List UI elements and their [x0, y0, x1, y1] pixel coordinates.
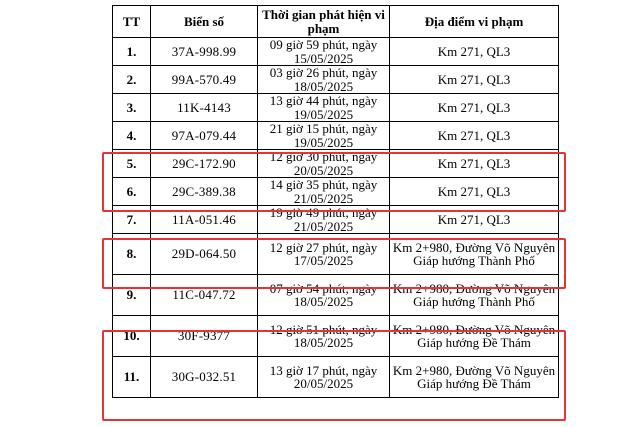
- violation-time: 12 giờ 51 phút, ngày 18/05/2025: [258, 316, 390, 357]
- violation-time: 13 giờ 17 phút, ngày 20/05/2025: [258, 357, 390, 398]
- license-plate: 37A-998.99: [151, 38, 258, 66]
- header-tt: TT: [113, 6, 151, 38]
- license-plate: 30G-032.51: [151, 357, 258, 398]
- violation-location: Km 271, QL3: [390, 122, 559, 150]
- row-number: 3.: [113, 94, 151, 122]
- header-location: Địa điểm vi phạm: [390, 6, 559, 38]
- license-plate: 29C-172.90: [151, 150, 258, 178]
- row-number: 7.: [113, 206, 151, 234]
- highlight-box-rows-5-6: [102, 152, 566, 212]
- highlight-box-row-8: [102, 238, 566, 289]
- header-plate: Biển số: [151, 6, 258, 38]
- license-plate: 97A-079.44: [151, 122, 258, 150]
- violation-location: Km 271, QL3: [390, 94, 559, 122]
- license-plate: 11A-051.46: [151, 206, 258, 234]
- violation-location: Km 271, QL3: [390, 206, 559, 234]
- table-row: [113, 122, 559, 150]
- row-number: 4.: [113, 122, 151, 150]
- violation-time: 19 giờ 49 phút, ngày 21/05/2025: [258, 206, 390, 234]
- violation-location: Km 2+980, Đường Võ Nguyên Giáp hướng Đề Thám: [390, 357, 559, 398]
- highlight-box-rows-10-11: [102, 330, 566, 421]
- violation-time: 09 giờ 59 phút, ngày 15/05/2025: [258, 38, 390, 66]
- violation-time: 21 giờ 15 phút, ngày 19/05/2025: [258, 122, 390, 150]
- violation-location: Km 2+980, Đường Võ Nguyên Giáp hướng Đề Thám: [390, 316, 559, 357]
- violation-location: Km 271, QL3: [390, 150, 559, 178]
- header-time: Thời gian phát hiện vi phạm: [258, 6, 390, 38]
- violation-location: Km 271, QL3: [390, 38, 559, 66]
- license-plate: 29C-389.38: [151, 178, 258, 206]
- violation-time: 13 giờ 44 phút, ngày 19/05/2025: [258, 94, 390, 122]
- license-plate: 30F-9377: [151, 316, 258, 357]
- violation-location: Km 2+980, Đường Võ Nguyên Giáp hướng Thành Phố: [390, 275, 559, 316]
- row-number: 5.: [113, 150, 151, 178]
- violation-time: 14 giờ 35 phút, ngày 21/05/2025: [258, 178, 390, 206]
- table-row: [113, 66, 559, 94]
- violation-location: Km 271, QL3: [390, 66, 559, 94]
- row-number: 9.: [113, 275, 151, 316]
- license-plate: 11C-047.72: [151, 275, 258, 316]
- violation-time: 12 giờ 27 phút, ngày 17/05/2025: [258, 234, 390, 275]
- row-number: 8.: [113, 234, 151, 275]
- violation-time: 12 giờ 30 phút, ngày 20/05/2025: [258, 150, 390, 178]
- license-plate: 11K-4143: [151, 94, 258, 122]
- table-row: [113, 94, 559, 122]
- header-row: [113, 6, 559, 38]
- violation-location: Km 271, QL3: [390, 178, 559, 206]
- violation-location: Km 2+980, Đường Võ Nguyên Giáp hướng Thành Phố: [390, 234, 559, 275]
- row-number: 6.: [113, 178, 151, 206]
- violation-time: 03 giờ 26 phút, ngày 18/05/2025: [258, 66, 390, 94]
- license-plate: 29D-064.50: [151, 234, 258, 275]
- table-row: [113, 38, 559, 66]
- row-number: 11.: [113, 357, 151, 398]
- row-number: 2.: [113, 66, 151, 94]
- row-number: 10.: [113, 316, 151, 357]
- violation-time: 07 giờ 54 phút, ngày 18/05/2025: [258, 275, 390, 316]
- license-plate: 99A-570.49: [151, 66, 258, 94]
- row-number: 1.: [113, 38, 151, 66]
